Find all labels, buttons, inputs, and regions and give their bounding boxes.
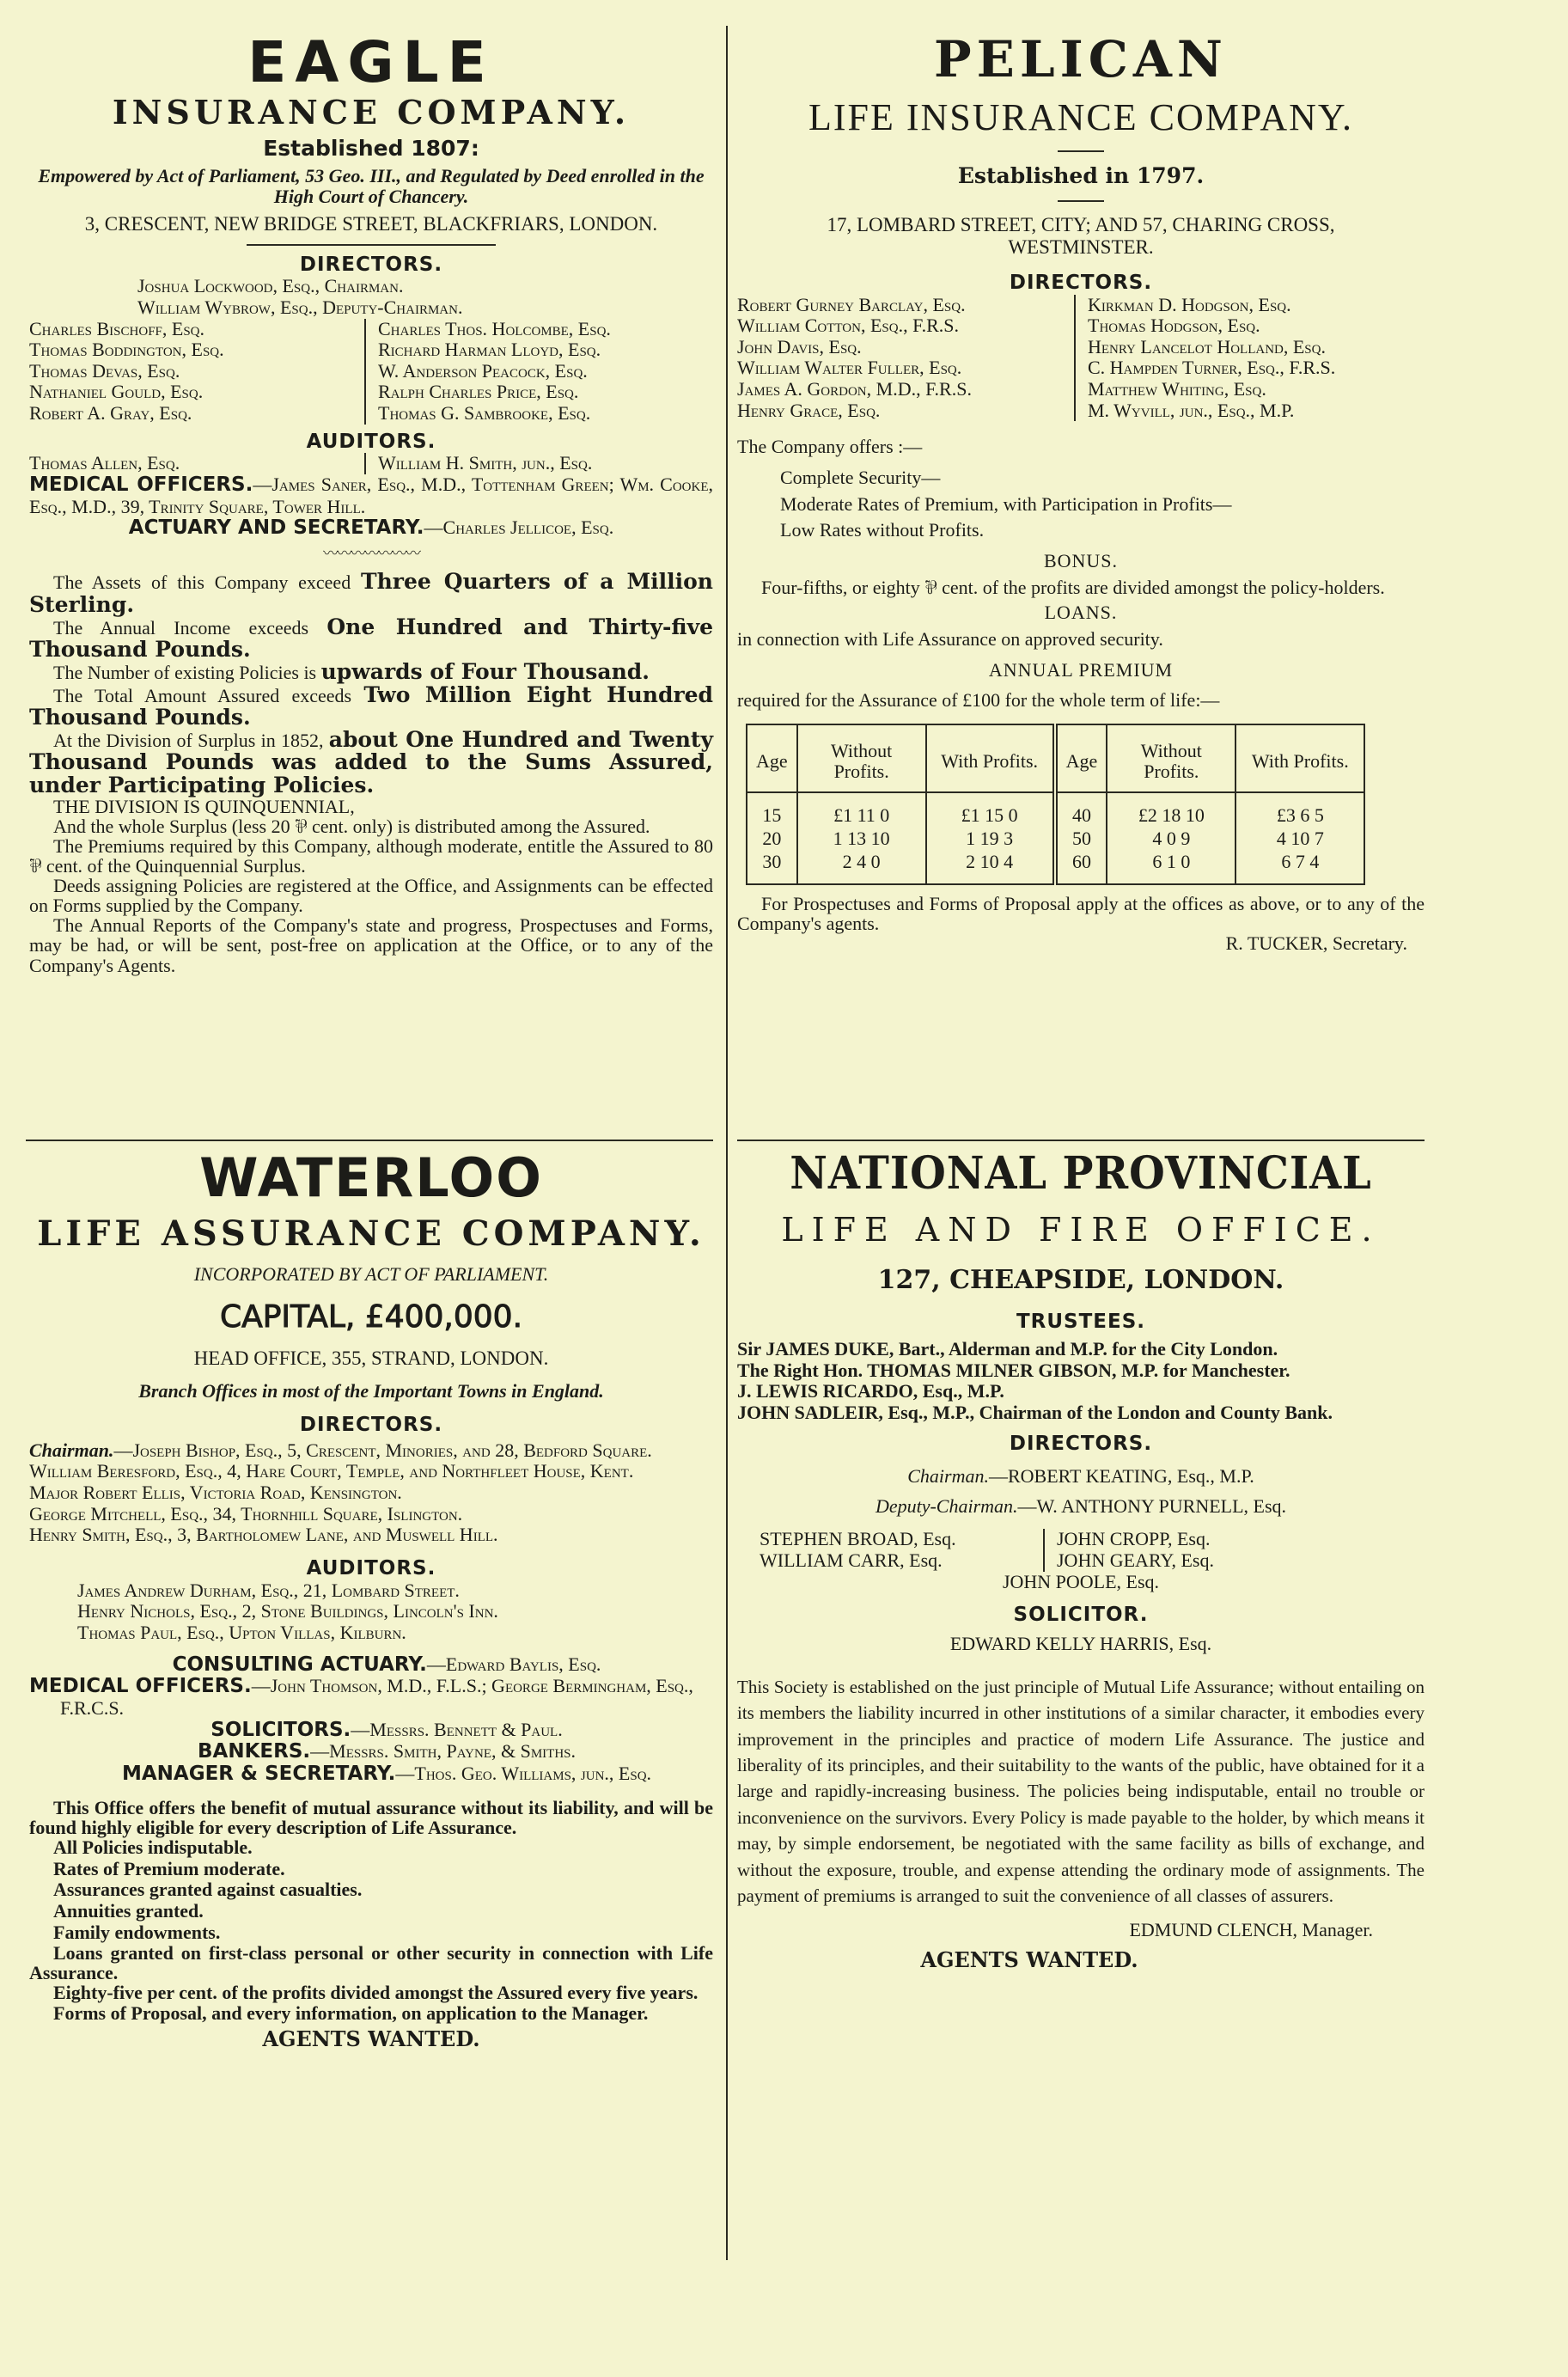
eagle-paragraph xyxy=(29,816,713,836)
pelican-loans-text: in connection with Life Assurance on approved security. xyxy=(737,627,1163,650)
officer-label: CONSULTING ACTUARY. xyxy=(172,1653,427,1676)
eagle-paragraph xyxy=(29,876,713,915)
rule xyxy=(247,244,496,246)
paragraph-emphasis: Two Million Eight Hundred Thousand Pounds. xyxy=(29,681,713,730)
eagle-directors-heading: DIRECTORS. xyxy=(299,253,443,276)
col-with-profits: With Profits. xyxy=(926,724,1055,792)
director: Thomas G. Sambrooke, Esq. xyxy=(378,402,591,425)
table-cell: 60 xyxy=(1055,850,1107,884)
pelican-bonus-heading: BONUS. xyxy=(1043,550,1119,572)
eagle-paragraph xyxy=(29,681,713,730)
pelican-footer: For Prospectuses and Forms of Proposal apply at the offices as above, or to any of the Company's agents. xyxy=(737,893,1425,935)
national-manager: EDMUND CLENCH, Manager. xyxy=(1129,1918,1373,1940)
waterloo-advert xyxy=(29,1146,713,2051)
table-row xyxy=(747,827,1364,850)
col-without-profits: Without Profits. xyxy=(1107,724,1235,792)
waterloo-officers xyxy=(29,1654,713,1786)
paragraph-text: The Assets of this Company exceed xyxy=(53,571,362,594)
table-cell: 2 4 0 xyxy=(797,850,926,884)
waterloo-paragraph: Assurances granted against casualties. xyxy=(53,1879,363,1901)
paragraph-text: Deeds assigning Policies are registered at the Office, and Assignments can be effected on Forms supplied by the Company. xyxy=(29,875,713,917)
director: James A. Gordon, M.D., F.R.S. xyxy=(737,378,972,400)
section-divider-right xyxy=(737,1140,1425,1141)
paragraph-text: The Number of existing Policies is xyxy=(53,662,321,684)
eagle-actuary-label: ACTUARY AND SECRETARY. xyxy=(128,516,424,540)
director: Henry Smith, Esq., 3, Bartholomew Lane, and Muswell Hill. xyxy=(29,1524,498,1546)
officer-line xyxy=(29,1763,713,1786)
director: W. Anderson Peacock, Esq. xyxy=(378,359,588,382)
table-cell: 6 1 0 xyxy=(1107,850,1235,884)
offer: Low Rates without Profits. xyxy=(780,519,985,541)
section-divider-left xyxy=(26,1140,713,1141)
table-cell: £1 15 0 xyxy=(926,792,1055,827)
director: Richard Harman Lloyd, Esq. xyxy=(378,339,601,361)
col-age: Age xyxy=(1055,724,1107,792)
trustee: Sir JAMES DUKE, Bart., Alderman and M.P. for the City London. xyxy=(737,1337,1278,1360)
pelican-premium-text: required for the Assurance of £100 for the whole term of life:— xyxy=(737,688,1220,711)
auditor: Henry Nichols, Esq., 2, Stone Buildings, Lincoln's Inn. xyxy=(77,1600,498,1622)
col-with-profits: With Profits. xyxy=(1235,724,1364,792)
pelican-address: 17, LOMBARD STREET, CITY; AND 57, CHARING CROSS, WESTMINSTER. xyxy=(827,214,1335,259)
waterloo-title: WATERLOO xyxy=(199,1146,543,1209)
director: Charles Thos. Holcombe, Esq. xyxy=(378,317,611,339)
table-cell: 30 xyxy=(747,850,797,884)
officer-text: —John Thomson, M.D., F.L.S.; George Bermingham, Esq., F.R.C.S. xyxy=(60,1675,693,1720)
offer: Complete Security— xyxy=(780,466,941,488)
table-cell: 1 13 10 xyxy=(797,827,926,850)
waterloo-paragraphs xyxy=(29,1798,713,2023)
waterloo-paragraph: Eighty-five per cent. of the profits divided amongst the Assured every five years. xyxy=(53,1982,699,2004)
col-without-profits: Without Profits. xyxy=(797,724,926,792)
auditor: Thomas Paul, Esq., Upton Villas, Kilburn. xyxy=(77,1621,406,1643)
director: Thomas Hodgson, Esq. xyxy=(1088,315,1260,337)
paragraph-text: The Annual Reports of the Company's state and progress, Prospectuses and Forms, may be had, or will be sent, post-free on application at the Office, or to any of the Company's Agents. xyxy=(29,914,713,976)
eagle-paragraph xyxy=(29,729,713,797)
director: C. Hampden Turner, Esq., F.R.S. xyxy=(1088,357,1336,379)
pelican-subtitle: LIFE INSURANCE COMPANY. xyxy=(808,96,1353,138)
table-cell: £2 18 10 xyxy=(1107,792,1235,827)
chairman-text: —Joseph Bishop, Esq., 5, Crescent, Minories, and 28, Bedford Square. xyxy=(113,1439,652,1461)
waterloo-capital: CAPITAL, £400,000. xyxy=(219,1299,523,1335)
paragraph-text: The Premiums required by this Company, although moderate, entitle the Assured to 80 ⅌ cent. of the Quinquennial Surplus. xyxy=(29,835,713,877)
waterloo-branches: Branch Offices in most of the Important Towns in England. xyxy=(138,1380,604,1402)
table-cell: 2 10 4 xyxy=(926,850,1055,884)
officer-label: SOLICITORS. xyxy=(210,1718,351,1741)
offer: Moderate Rates of Premium, with Participation in Profits— xyxy=(780,492,1232,515)
waterloo-agents-wanted: AGENTS WANTED. xyxy=(262,2026,480,2051)
officer-text: —Thos. Geo. Williams, jun., Esq. xyxy=(395,1763,652,1785)
director: Matthew Whiting, Esq. xyxy=(1088,378,1266,400)
col-age: Age xyxy=(747,724,797,792)
director: JOHN POOLE, Esq. xyxy=(1002,1570,1160,1592)
national-title: NATIONAL PROVINCIAL xyxy=(790,1147,1372,1200)
national-provincial-advert xyxy=(737,1147,1425,1973)
director: JOHN CROPP, Esq. xyxy=(1057,1528,1211,1550)
eagle-paragraph xyxy=(29,836,713,876)
officer-text: —Messrs. Smith, Payne, & Smiths. xyxy=(310,1740,576,1763)
table-cell: £3 6 5 xyxy=(1235,792,1364,827)
director: George Mitchell, Esq., 34, Thornhill Square, Islington. xyxy=(29,1502,463,1525)
pelican-advert xyxy=(737,30,1425,955)
waterloo-subtitle: LIFE ASSURANCE COMPANY. xyxy=(37,1213,705,1254)
auditor: William H. Smith, jun., Esq. xyxy=(364,453,713,474)
eagle-directors-list xyxy=(29,319,713,425)
eagle-advert xyxy=(29,29,714,976)
eagle-empowered: Empowered by Act of Parliament, 53 Geo. III., and Regulated by Deed enrolled in the High Court of Chancery. xyxy=(38,164,705,208)
pelican-premium-heading: ANNUAL PREMIUM xyxy=(988,659,1174,681)
paragraph-text: At the Division of Surplus in 1852, xyxy=(53,730,329,752)
eagle-paragraph xyxy=(29,797,713,816)
waterloo-directors-heading: DIRECTORS. xyxy=(299,1414,443,1437)
pelican-loans-heading: LOANS. xyxy=(1044,602,1118,623)
director: John Davis, Esq. xyxy=(737,335,862,357)
deputy-text: —W. ANTHONY PURNELL, Esq. xyxy=(1017,1494,1287,1517)
paragraph-emphasis: One Hundred and Thirty-five Thousand Pounds. xyxy=(29,614,714,663)
national-address: 127, CHEAPSIDE, LONDON. xyxy=(877,1264,1284,1295)
paragraph-text: The Annual Income exceeds xyxy=(53,616,327,639)
national-agents-wanted: AGENTS WANTED. xyxy=(920,1947,1138,1973)
pelican-bonus-text: Four-fifths, or eighty ⅌ cent. of the profits are divided amongst the policy-holders. xyxy=(761,576,1385,598)
eagle-paragraphs xyxy=(29,571,713,975)
pelican-secretary: R. TUCKER, Secretary. xyxy=(1225,932,1407,955)
table-row xyxy=(747,850,1364,884)
rule xyxy=(1058,150,1104,152)
eagle-paragraph xyxy=(29,915,713,975)
paragraph-text: THE DIVISION IS QUINQUENNIAL, xyxy=(53,795,355,817)
national-trustees-heading: TRUSTEES. xyxy=(1016,1311,1146,1334)
wavy-rule: 〰〰〰〰〰〰〰 xyxy=(323,545,419,563)
pelican-offers-intro: The Company offers :— xyxy=(737,436,923,458)
waterloo-paragraph: Annuities granted. xyxy=(53,1900,204,1922)
director: Charles Bischoff, Esq. xyxy=(29,317,204,339)
officer-text: —Messrs. Bennett & Paul. xyxy=(351,1718,563,1740)
officer-label: MEDICAL OFFICERS. xyxy=(29,1675,252,1698)
director: William Walter Fuller, Esq. xyxy=(737,357,962,379)
pelican-title: PELICAN xyxy=(934,30,1228,89)
paragraph-emphasis: about One Hundred and Twenty Thousand Pounds was added to the Sums Assured, under Participating Policies. xyxy=(29,727,713,797)
eagle-address: 3, CRESCENT, NEW BRIDGE STREET, BLACKFRIARS, LONDON. xyxy=(84,212,658,235)
eagle-deputy: William Wybrow, Esq., Deputy-Chairman. xyxy=(137,296,463,318)
table-cell: 20 xyxy=(747,827,797,850)
waterloo-head-office: HEAD OFFICE, 355, STRAND, LONDON. xyxy=(193,1347,549,1369)
eagle-paragraph xyxy=(29,571,713,616)
pelican-established: Established in 1797. xyxy=(957,163,1205,189)
pelican-directors-heading: DIRECTORS. xyxy=(1009,271,1153,294)
director: Thomas Boddington, Esq. xyxy=(29,339,224,361)
table-cell: 4 10 7 xyxy=(1235,827,1364,850)
national-subtitle: LIFE AND FIRE OFFICE. xyxy=(781,1211,1381,1249)
table-cell: 15 xyxy=(747,792,797,827)
trustee: The Right Hon. THOMAS MILNER GIBSON, M.P. for Manchester. xyxy=(737,1359,1290,1381)
director: Major Robert Ellis, Victoria Road, Kensington. xyxy=(29,1482,402,1504)
paragraph-emphasis: Three Quarters of a Million Sterling. xyxy=(29,569,713,617)
paragraph-text: The Total Amount Assured exceeds xyxy=(53,684,364,706)
director: M. Wyvill, jun., Esq., M.P. xyxy=(1088,399,1295,421)
director: Ralph Charles Price, Esq. xyxy=(378,381,579,403)
rule xyxy=(1058,200,1104,202)
table-cell: 1 19 3 xyxy=(926,827,1055,850)
officer-line xyxy=(29,1676,713,1719)
auditor: Thomas Allen, Esq. xyxy=(29,452,180,474)
director: Robert Gurney Barclay, Esq. xyxy=(737,293,966,315)
pelican-directors-list xyxy=(737,295,1425,422)
waterloo-paragraph: All Policies indisputable. xyxy=(53,1836,253,1859)
director: Thomas Devas, Esq. xyxy=(29,359,180,382)
paragraph-emphasis: upwards of Four Thousand. xyxy=(320,659,650,685)
director: William Beresford, Esq., 4, Hare Court, Temple, and Northfleet House, Kent. xyxy=(29,1460,634,1482)
national-directors-heading: DIRECTORS. xyxy=(1009,1433,1153,1456)
eagle-established: Established 1807: xyxy=(263,135,479,161)
table-row xyxy=(747,792,1364,827)
trustee: J. LEWIS RICARDO, Esq., M.P. xyxy=(737,1380,1004,1402)
eagle-auditors-heading: AUDITORS. xyxy=(306,430,436,453)
chairman-label: Chairman. xyxy=(907,1465,989,1488)
chairman-label: Chairman. xyxy=(29,1439,114,1461)
director: Robert A. Gray, Esq. xyxy=(29,402,192,425)
waterloo-paragraph: This Office offers the benefit of mutual assurance without its liability, and will be found highly eligible for every description of Life Assurance. xyxy=(29,1796,713,1839)
director: Nathaniel Gould, Esq. xyxy=(29,381,204,403)
eagle-paragraph xyxy=(29,661,713,683)
waterloo-paragraph: Forms of Proposal, and every information, on application to the Manager. xyxy=(53,2001,649,2024)
eagle-subtitle: INSURANCE COMPANY. xyxy=(112,93,631,131)
waterloo-incorporated: INCORPORATED BY ACT OF PARLIAMENT. xyxy=(193,1262,549,1285)
director: Kirkman D. Hodgson, Esq. xyxy=(1088,293,1291,315)
director: William Cotton, Esq., F.R.S. xyxy=(737,315,959,337)
national-solicitor: EDWARD KELLY HARRIS, Esq. xyxy=(949,1633,1212,1655)
premium-table xyxy=(746,724,1365,886)
director: Henry Lancelot Holland, Esq. xyxy=(1088,335,1326,357)
waterloo-auditors-heading: AUDITORS. xyxy=(306,1556,436,1580)
officer-label: MANAGER & SECRETARY. xyxy=(121,1763,396,1786)
director: STEPHEN BROAD, Esq. xyxy=(760,1528,956,1550)
officer-line xyxy=(29,1741,713,1763)
officer-text: —Edward Baylis, Esq. xyxy=(426,1653,601,1675)
table-cell: £1 11 0 xyxy=(797,792,926,827)
eagle-chairman: Joshua Lockwood, Esq., Chairman. xyxy=(137,275,404,297)
table-cell: 40 xyxy=(1055,792,1107,827)
paragraph-text: And the whole Surplus (less 20 ⅌ cent. only) is distributed among the Assured. xyxy=(53,815,650,837)
eagle-paragraph xyxy=(29,616,713,662)
auditor: James Andrew Durham, Esq., 21, Lombard Street. xyxy=(77,1579,460,1601)
waterloo-paragraph: Family endowments. xyxy=(53,1921,221,1943)
trustee: JOHN SADLEIR, Esq., M.P., Chairman of the London and County Bank. xyxy=(737,1401,1333,1423)
waterloo-paragraph: Loans granted on first-class personal or other security in connection with Life Assurance. xyxy=(29,1942,713,1984)
director: JOHN GEARY, Esq. xyxy=(1057,1549,1214,1572)
eagle-medical-label: MEDICAL OFFICERS. xyxy=(29,474,253,497)
national-solicitor-heading: SOLICITOR. xyxy=(1013,1604,1149,1627)
table-cell: 50 xyxy=(1055,827,1107,850)
eagle-medical-text: —James Saner, Esq., M.D., Tottenham Green; Wm. Cooke, Esq., M.D., 39, Trinity Square, Tower Hill. xyxy=(29,474,713,517)
officer-label: BANKERS. xyxy=(198,1740,311,1763)
director: Henry Grace, Esq. xyxy=(737,399,881,421)
table-cell: 4 0 9 xyxy=(1107,827,1235,850)
national-paragraph: This Society is established on the just principle of Mutual Life Assurance; without entailing on its members the liability incurred in other institutions of a similar character, it embodies every improvement in the principles and practice of modern Life Assurance. The justice and liberality of its principles, and their suitability to the wants of the public, have obtained for it a large and rapidly-increasing business. The policies being indisputable, entail no trouble or inconvenience on the survivors. Every Policy is made payable to the holder, by which means it may, by simple endorsement, be negotiated with the same facility as bills of exchange, and without the exposure, trouble, and expense attending the ordinary mode of assignments. The payment of premiums is arranged to suit the convenience of all classes of assurers. xyxy=(737,1676,1425,1907)
officer-line xyxy=(29,1654,713,1677)
eagle-actuary-text: —Charles Jellicoe, Esq. xyxy=(424,516,614,539)
deputy-label: Deputy-Chairman. xyxy=(875,1494,1018,1517)
chairman-text: —ROBERT KEATING, Esq., M.P. xyxy=(989,1465,1254,1488)
waterloo-paragraph: Rates of Premium moderate. xyxy=(53,1857,285,1879)
director: WILLIAM CARR, Esq. xyxy=(760,1549,943,1572)
column-divider xyxy=(726,26,728,2260)
table-cell: 6 7 4 xyxy=(1235,850,1364,884)
eagle-title: EAGLE xyxy=(247,29,495,95)
officer-line xyxy=(29,1720,713,1742)
